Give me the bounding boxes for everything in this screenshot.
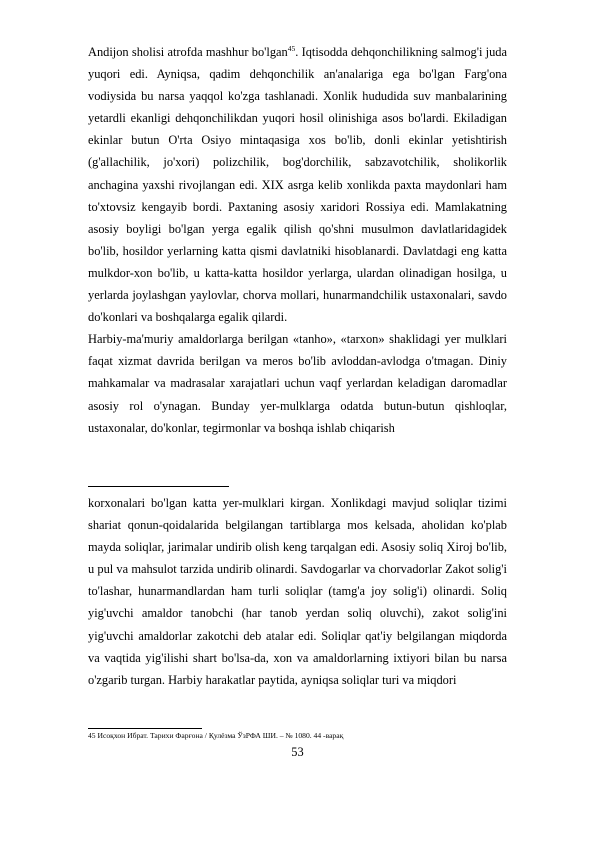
paragraph-2: Harbiy-ma'muriy amaldorlarga berilgan «tanho», «tarxon» shaklidagi yer mulklari faqat xizmat davrida berilgan va meros bo'lib avloddan-avlodga o'tmagan. Diniy mahkamalar va madrasalar xarajatlari uchun vaqf yerlardan keladigan daromadlar asosiy rol o'ynagan. Bunday yer-mulklarga odatda butun-butun qishloqlar, ustaxonalar, do'konlar, tegirmonlar va boshqa ishlab chiqarish — [88, 332, 507, 435]
main-text-bottom — [88, 492, 507, 691]
footnote-reference[interactable]: 45 — [287, 43, 296, 53]
paragraph-1-start: Andijon sholisi atrofda mashhur bo'lgan — [88, 45, 288, 59]
paragraph-1-rest: . Iqtisodda dehqonchilikning salmog'i juda yuqori edi. Ayniqsa, qadim dehqonchilik an'analariga ega bo'lgan Farg'ona vodiysida bu narsa yaqqol ko'zga tashlanadi. Xonlik hududida suv manbalarining yetardli ekanligi dehqonchilikdan yuqori hosil olinishiga asos bo'lardi. Ekiladigan ekinlar butun O'rta Osiyo mintaqasiga xos bo'lib, donli ekinlar yetishtirish (g'allachilik, jo'xori) polizchilik, bog'dorchilik, sabzavotchilik, sholikorlik anchagina yaxshi rivojlangan edi. XIX asrga kelib xonlikda paxta maydonlari ham to'xtovsiz kengayib bordi. Paxtaning asosiy xaridori Rossiya edi. Mamlakatning asosiy boyligi bo'lgan yerga egalik qilish qo'shni musulmon davlatlaridagidek bo'lib, hosildor yerlarning katta qismi davlatniki hisoblanardi. Davlatdagi eng katta mulkdor-xon bo'lib, u katta-katta hosildor yerlarga, ulardan olinadigan hosilga, u yerlarda joylashgan yaylovlar, chorva mollari, hunarmandchilik ustaxonalari, savdo do'konlari va boshqalarga egalik qilardi. — [88, 45, 507, 325]
paragraph-separator-line — [88, 486, 229, 487]
footnote: 45 Исоқхон Ибрат. Тарихи Фарғона / Қулёзма ЎзРФА ШИ. – № 1080. 44 -варақ — [88, 731, 344, 740]
page-number: 53 — [291, 745, 304, 759]
paragraph-3: korxonalari bo'lgan katta yer-mulklari kirgan. Xonlikdagi mavjud soliqlar tizimi shariat qonun-qoidalarida belgilangan tartiblarga mos kelsada, aholidan ko'plab mayda soliqlar, jarimalar undirib olish keng tarqalgan edi. Asosiy soliq Xiroj bo'lib, u pul va mahsulot tarzida undirib olinardi. Savdogarlar va chorvadorlar Zakot solig'i to'lashar, hunarmandlardan ham turli soliqlar (tamg'a joy solig'i) olinardi. Soliq yig'uvchi amaldor tanobchi (har tanob yerdan soliq oluvchi), zakot solig'ini yig'uvchi amaldorlar zakotchi deb atalar edi. Soliqlar qat'iy belgilangan miqdorda va vaqtida yig'ilishi shart bo'lsa-da, xon va amaldorlarning ixtiyori bilan bu narsa o'zgarib turgan. Harbiy harakatlar paytida, ayniqsa soliqlar turi va miqdori — [88, 496, 507, 687]
main-text-top — [88, 41, 507, 439]
footnote-separator-line — [88, 728, 202, 729]
paragraph-1 — [88, 41, 507, 328]
